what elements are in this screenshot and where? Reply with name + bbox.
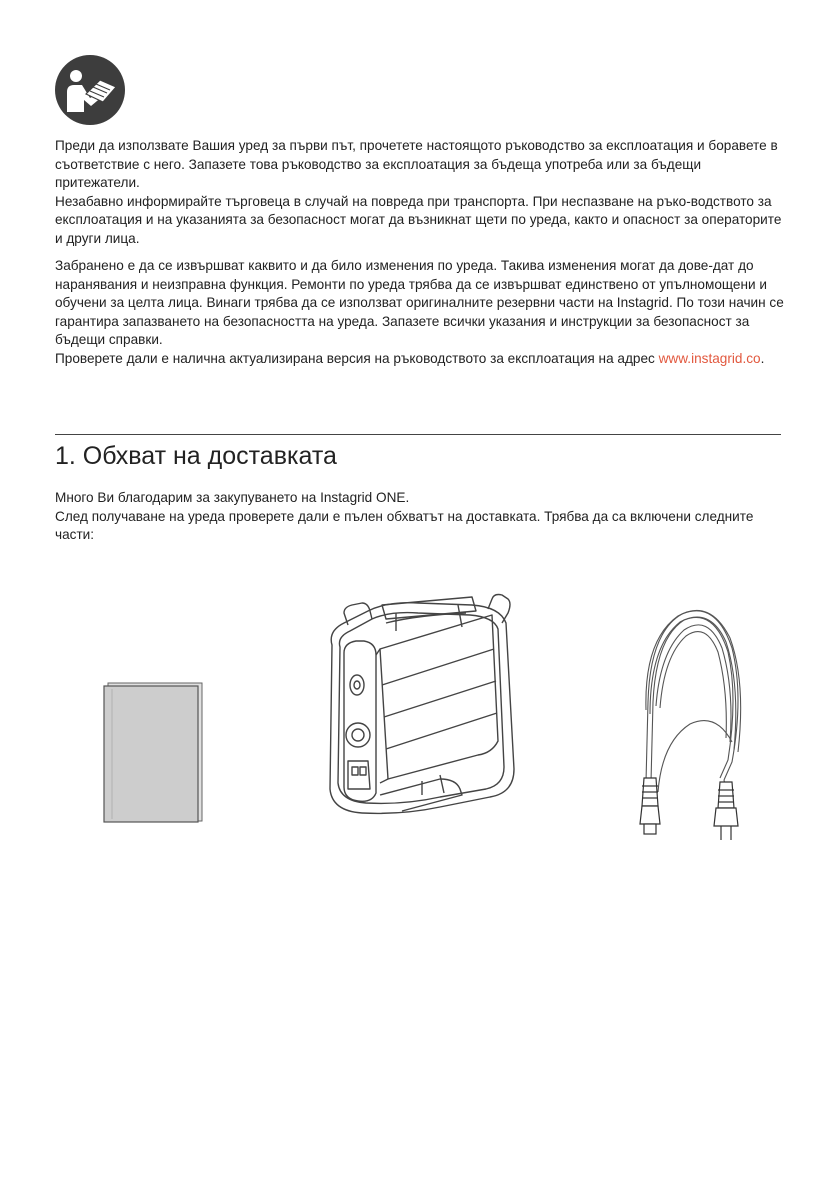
power-unit-illustration xyxy=(322,583,518,833)
manual-booklet-illustration xyxy=(100,681,204,823)
intro-paragraph-updated-version xyxy=(55,350,785,369)
section-title: 1. Обхват на доставката xyxy=(55,442,337,470)
section-text xyxy=(55,489,785,545)
charging-cable-illustration xyxy=(620,592,752,842)
instagrid-website-link[interactable]: www.instagrid.co xyxy=(658,350,761,366)
intro-paragraph-transport-damage: Незабавно информирайте търговеца в случай на повреда при транспорта. При неспазване на ръко-водството за експлоатация и на указанията за безопасност могат да възникнат щети по уреда, както и опасност за операторите и други лица. xyxy=(55,193,782,246)
read-manual-icon xyxy=(54,54,126,126)
intro-paragraph-read-manual: Преди да използвате Вашия уред за първи път, прочетете настоящото ръководство за експлоатация и боравете в съответствие с него. Запазете това ръководство за експлоатация за бъдеща употреба или за бъдещи притежатели. xyxy=(55,138,778,190)
section-paragraph-check-contents: След получаване на уреда проверете дали е пълен обхватът на доставката. Трябва да са включени следните части: xyxy=(55,508,754,542)
intro-paragraph-modifications: Забранено е да се извършват каквито и да било изменения по уреда. Такива изменения могат да дове-дат до наранявания и неизправна функция. Ремонти по уреда трябва да се извършват единствено от упълномощени и обучени за целта лица. Винаги трябва да се използват оригиналните резервни части на Instagrid. По този начин се гарантира запазването на безопасността на уреда. Запазете всички указания и инструкции за безопасност за бъдещи справки. xyxy=(55,258,784,347)
updated-version-text: Проверете дали е налична актуализирана версия на ръководството за експлоатация на адрес xyxy=(55,350,659,366)
updated-version-period: . xyxy=(760,350,765,366)
intro-text xyxy=(55,137,785,368)
section-divider xyxy=(55,434,781,435)
section-paragraph-thanks: Много Ви благодарим за закупуването на Instagrid ONE. xyxy=(55,490,410,505)
